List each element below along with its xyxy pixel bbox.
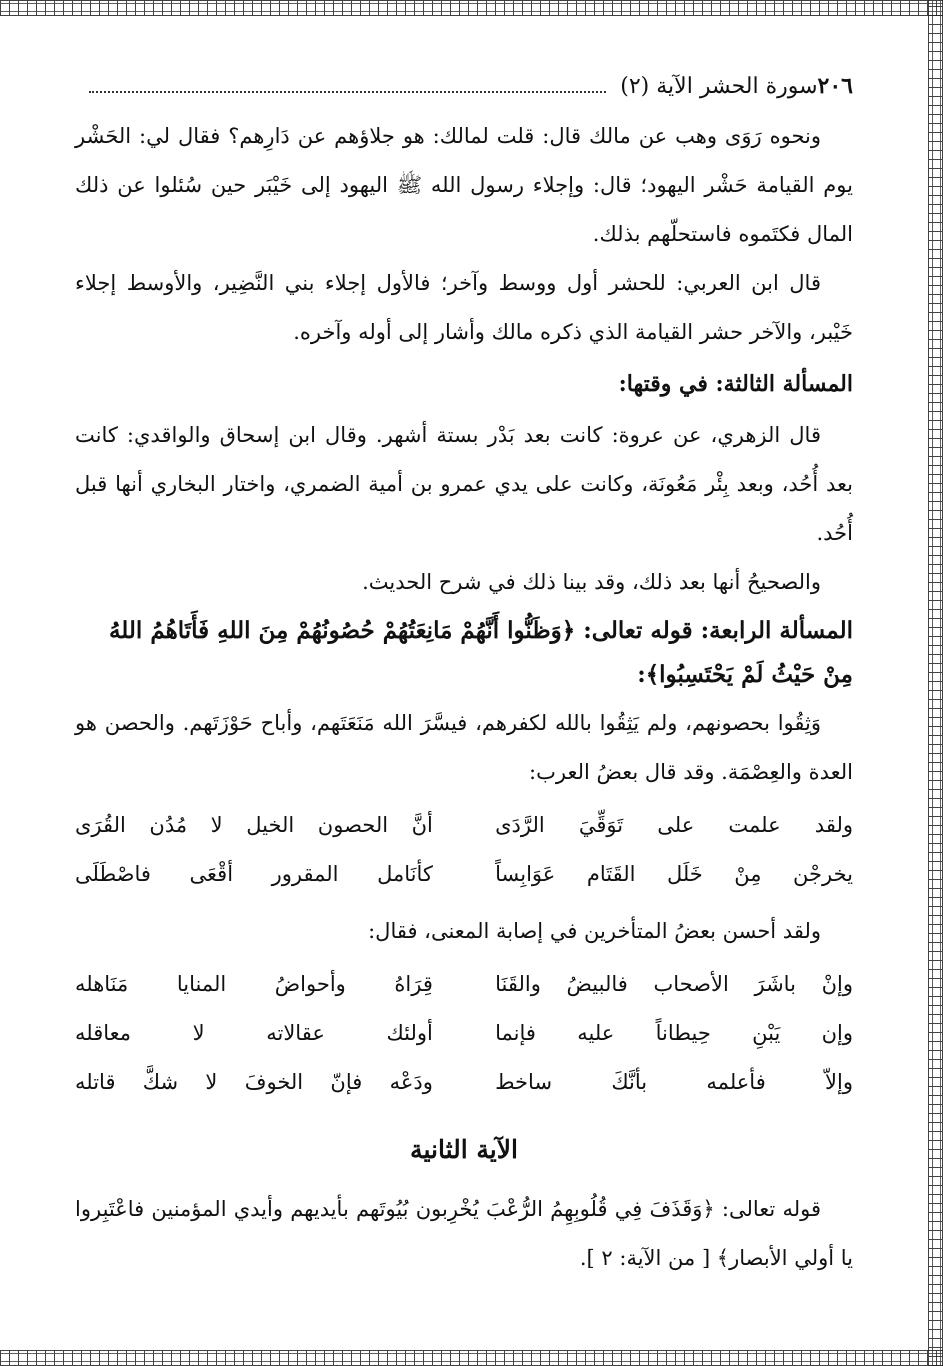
- poem-line: [75, 960, 853, 1009]
- poem-2: [75, 960, 853, 1107]
- issue-4-heading: المسألة الرابعة: قوله تعالى: ﴿وَظَنُّوا أَنَّهُمْ مَانِعَتُهُمْ حُصُونُهُمْ مِنَ اللهِ فَأَتَاهُمُ اللهُ مِنْ حَيْثُ لَمْ يَحْتَسِبُوا﴾:: [108, 617, 853, 688]
- header-dot-leader: [89, 61, 606, 93]
- page-number: ٢٠٦: [817, 73, 853, 99]
- paragraph-3: قال الزهري، عن عروة: كانت بعد بَدْر بستة أشهر. وقال ابن إسحاق والواقدي: كانت بعد أُحُد، وبعد بِئْر مَعُونَة، وكانت على يدي عمرو بن أمية الضمري، واختار البخاري أنها قبل أُحُد.: [75, 423, 853, 545]
- running-header: [75, 60, 853, 112]
- hemistich-second: أنَّ الحصون الخيل لا مُدُن القُرَى: [75, 813, 433, 837]
- hemistich-first: ولقد علمت على تَوَقِّيَ الرَّدَى: [495, 813, 853, 837]
- paragraph-4: والصحيحُ أنها بعد ذلك، وقد بينا ذلك في شرح الحديث.: [362, 570, 821, 594]
- hemistich-second: كأنَامل المقرور أقْعَى فاصْطَلَى: [75, 862, 433, 886]
- hemistich-first: يخرجْن مِنْ خَلَل القَتَام عَوَابِساً: [495, 862, 853, 886]
- hemistich-first: وإلاّ فأعلمه بأنَّكَ ساخط: [495, 1070, 853, 1094]
- poem-line: [75, 850, 853, 899]
- hemistich-second: ودَعْه فإنّ الخوفَ لا شكَّ قاتله: [75, 1070, 433, 1094]
- section-title: الآية الثانية: [410, 1135, 518, 1164]
- ornamental-border-top: [0, 0, 943, 16]
- ornamental-border-right: [928, 0, 943, 1366]
- poem-line: [75, 1009, 853, 1058]
- hemistich-first: وإن يَبْنِ حِيطاناً عليه فإنما: [495, 1021, 853, 1045]
- hemistich-first: وإنْ باشَرَ الأصحاب فالبيضُ والقَنَا: [495, 972, 853, 996]
- poem-line: [75, 801, 853, 850]
- issue-3-heading: المسألة الثالثة: في وقتها:: [618, 371, 853, 397]
- hemistich-second: قِرَاهُ وأحواضُ المنايا مَنَاهله: [75, 972, 433, 996]
- hemistich-second: أولئك عقالاته لا معاقله: [75, 1021, 433, 1045]
- paragraph-1: ونحوه رَوَى وهب عن مالك قال: قلت لمالك: هو جلاؤهم عن دَارِهم؟ فقال لي: الحَشْر يوم القيامة حَشْر اليهود؛ قال: وإجلاء رسول الله ﷺ اليهود إلى خَيْبَر حين سُئلوا عن ذلك المال فكتَموه فاستحلّهم بذلك.: [75, 124, 853, 246]
- paragraph-5: وَثِقُوا بحصونهم، ولم يَثِقُوا بالله لكفرهم، فيسَّرَ الله مَنَعَتَهم، وأباح حَوْزَتَهم. والحصن هو العدة والعِصْمَة. وقد قال بعضُ العرب:: [75, 711, 853, 784]
- poem-1: [75, 801, 853, 899]
- paragraph-6: ولقد أحسن بعضُ المتأخرين في إصابة المعنى، فقال:: [368, 919, 821, 943]
- page-content: [75, 60, 853, 1326]
- paragraph-2: قال ابن العربي: للحشر أول ووسط وآخر؛ فالأول إجلاء بني النَّضِير، والأوسط إجلاء خَيْبر، والآخر حشر القيامة الذي ذكره مالك وأشار إلى أوله وآخره.: [75, 271, 853, 344]
- paragraph-7: قوله تعالى: ﴿وَقَذَفَ فِي قُلُوبِهِمُ الرُّعْبَ يُخْرِبون بُيُوتَهم بأيديهم وأيدي المؤمنين فاعْتَبِروا يا أولي الأبصار﴾ [ من الآية: ٢ ].: [75, 1197, 853, 1270]
- running-title: سورة الحشر الآية (٢): [620, 74, 818, 99]
- poem-line: [75, 1058, 853, 1107]
- ornamental-border-bottom: [0, 1350, 943, 1366]
